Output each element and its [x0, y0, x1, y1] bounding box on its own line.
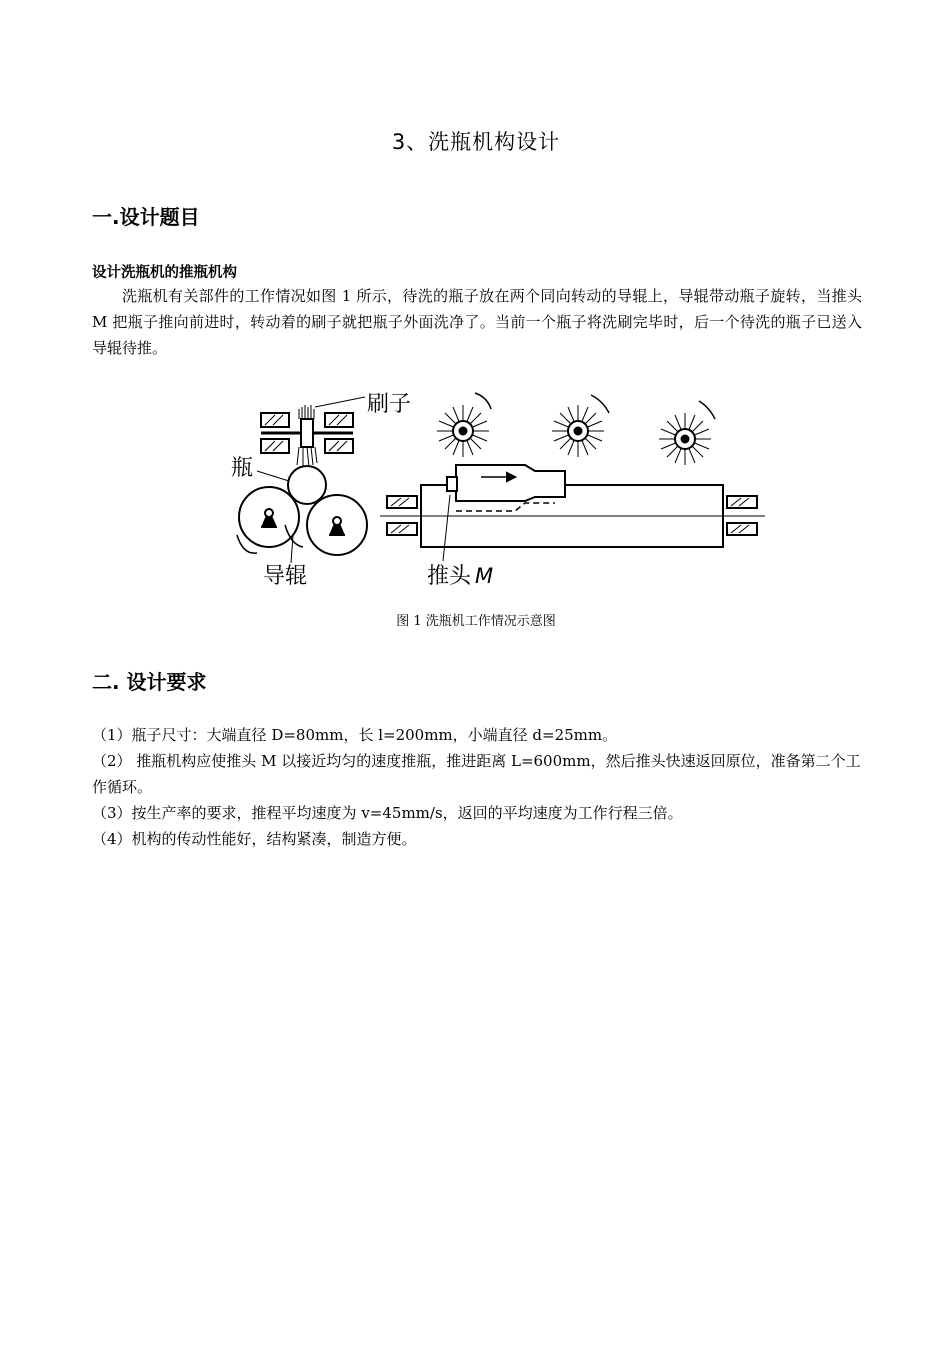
label-pusher: 推头 [427, 564, 472, 589]
label-pusher-symbol: M [475, 564, 494, 588]
requirement-item: （1）瓶子尺寸：大端直径 D=80mm，长 l=200mm，小端直径 d=25mm。 [92, 726, 618, 744]
label-bottle: 瓶 [231, 456, 254, 481]
section-heading-design-topic: 一.设计题目 [92, 205, 200, 229]
figure-bottle-washer [225, 385, 770, 595]
rotating-brushes [437, 393, 715, 465]
label-guide-roller: 导辊 [263, 564, 308, 589]
figure-diagram [225, 385, 770, 595]
long-roller-assembly [380, 485, 765, 547]
requirement-item: （4）机构的传动性能好，结构紧凑，制造方便。 [92, 830, 417, 848]
requirements-list [92, 722, 862, 852]
requirement-item: （3）按生产率的要求，推程平均速度为 v=45mm/s，返回的平均速度为工作行程三倍。 [92, 804, 683, 822]
section-heading-design-requirements: 二. 设计要求 [92, 670, 207, 694]
design-topic-subheading: 设计洗瓶机的推瓶机构 [92, 265, 237, 281]
brush-shaft [297, 405, 317, 467]
requirement-item: （2） 推瓶机构应使推头 M 以接近均匀的速度推瓶，推进距离 L=600mm，然后推头快速返回原位，准备第二个工作循环。 [92, 752, 861, 796]
page-title: 3、洗瓶机构设计 [391, 130, 561, 154]
label-brush: 刷子 [367, 392, 412, 417]
design-topic-paragraph: 洗瓶机有关部件的工作情况如图 1 所示，待洗的瓶子放在两个同向转动的导辊上，导辊带动瓶子旋转，当推头 M 把瓶子推向前进时，转动着的刷子就把瓶子外面洗净了。当前一个瓶子将洗刷完毕时，后一个待洗的瓶子已送入导辊待推。 [92, 287, 862, 357]
figure-caption: 图 1 洗瓶机工作情况示意图 [396, 614, 556, 629]
